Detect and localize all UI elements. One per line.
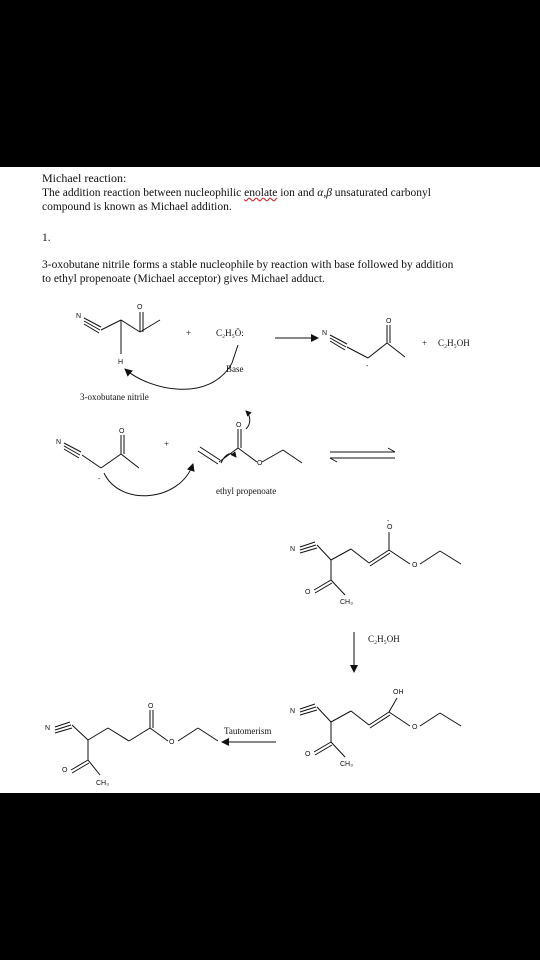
carbanion-charge-2: - (98, 476, 101, 483)
ester-name-label: ethyl propenoate (216, 486, 277, 496)
equilibrium-arrows (330, 448, 395, 462)
atom-o-7: O (305, 589, 311, 596)
curved-arrow-addition (104, 464, 193, 496)
atom-o-5: O (257, 460, 263, 467)
atom-o-11: O (169, 739, 175, 746)
atom-n-5: N (290, 708, 296, 715)
plus-sign-3: + (164, 439, 170, 449)
atom-n-2: N (322, 330, 328, 337)
section-heading: Michael reaction: (42, 171, 127, 185)
nitrile-structure-1 (84, 312, 160, 354)
atom-o-12: O (62, 767, 68, 774)
plus-sign-1: + (186, 328, 192, 338)
ethoxide-lone-pair-link (232, 345, 238, 363)
adduct-enol-structure (300, 698, 461, 757)
intro-text-3: unsaturated carbonyl (331, 187, 431, 199)
atom-n-4: N (290, 546, 296, 553)
atom-ch3-1: CH₃ (340, 599, 353, 606)
intro-text-2: ion and (277, 187, 318, 199)
intro-text-1: The addition reaction between nucleophilic (42, 187, 245, 199)
atom-n-3: N (56, 439, 62, 446)
curved-arrow-deprotonation (125, 363, 232, 389)
ethyl-propenoate-structure (198, 429, 302, 464)
intro-text-line2: compound is known as Michael addition. (42, 201, 232, 213)
atom-o-3: O (119, 428, 125, 435)
ethoxide-label: C₂H₅Ö: (216, 328, 244, 338)
enolate-charge: - (387, 518, 390, 525)
step-number: 1. (42, 232, 51, 244)
atom-oh: OH (393, 689, 404, 696)
nitrile-name-label: 3-oxobutane nitrile (80, 392, 149, 402)
atom-ch3-3: CH₃ (96, 780, 109, 787)
tautomerism-label: Tautomerism (224, 726, 272, 736)
atom-labels (45, 304, 418, 787)
intro-enolate-word: enolate (244, 187, 278, 199)
plus-sign-2: + (422, 338, 428, 348)
ethanol-reagent-label: C₂H₅OH (368, 634, 400, 644)
atom-n-1: N (76, 313, 82, 320)
description-line-1: 3-oxobutane nitrile forms a stable nucleophile by reaction with base followed by addition (42, 259, 454, 271)
description-line-2: to ethyl propenoate (Michael acceptor) gives Michael adduct. (42, 273, 325, 285)
base-label: Base (226, 364, 244, 374)
carbanion-charge-1: - (366, 363, 369, 370)
atom-o-6: O (412, 562, 418, 569)
nitrile-anion-structure (64, 435, 139, 468)
atom-o-10: O (148, 703, 154, 710)
atom-o-1: O (137, 304, 143, 311)
atom-n-6: N (45, 725, 51, 732)
enolate-structure (330, 325, 405, 358)
atom-ch3-2: CH₃ (340, 761, 353, 768)
document-page (0, 167, 540, 793)
reaction-scheme (0, 167, 540, 793)
ethanol-product-label: C₂H₅OH (438, 338, 470, 348)
atom-h-1: H (118, 359, 124, 366)
atom-o-enolate: O (387, 524, 393, 531)
atom-o-9: O (305, 751, 311, 758)
atom-o-4: O (236, 422, 242, 429)
curved-arrow-carbonyl (246, 411, 250, 429)
michael-adduct-structure (55, 710, 218, 775)
adduct-enolate-structure (300, 532, 461, 595)
intro-greek: α,β (317, 187, 332, 199)
atom-o-2: O (386, 318, 392, 325)
atom-o-8: O (412, 724, 418, 731)
